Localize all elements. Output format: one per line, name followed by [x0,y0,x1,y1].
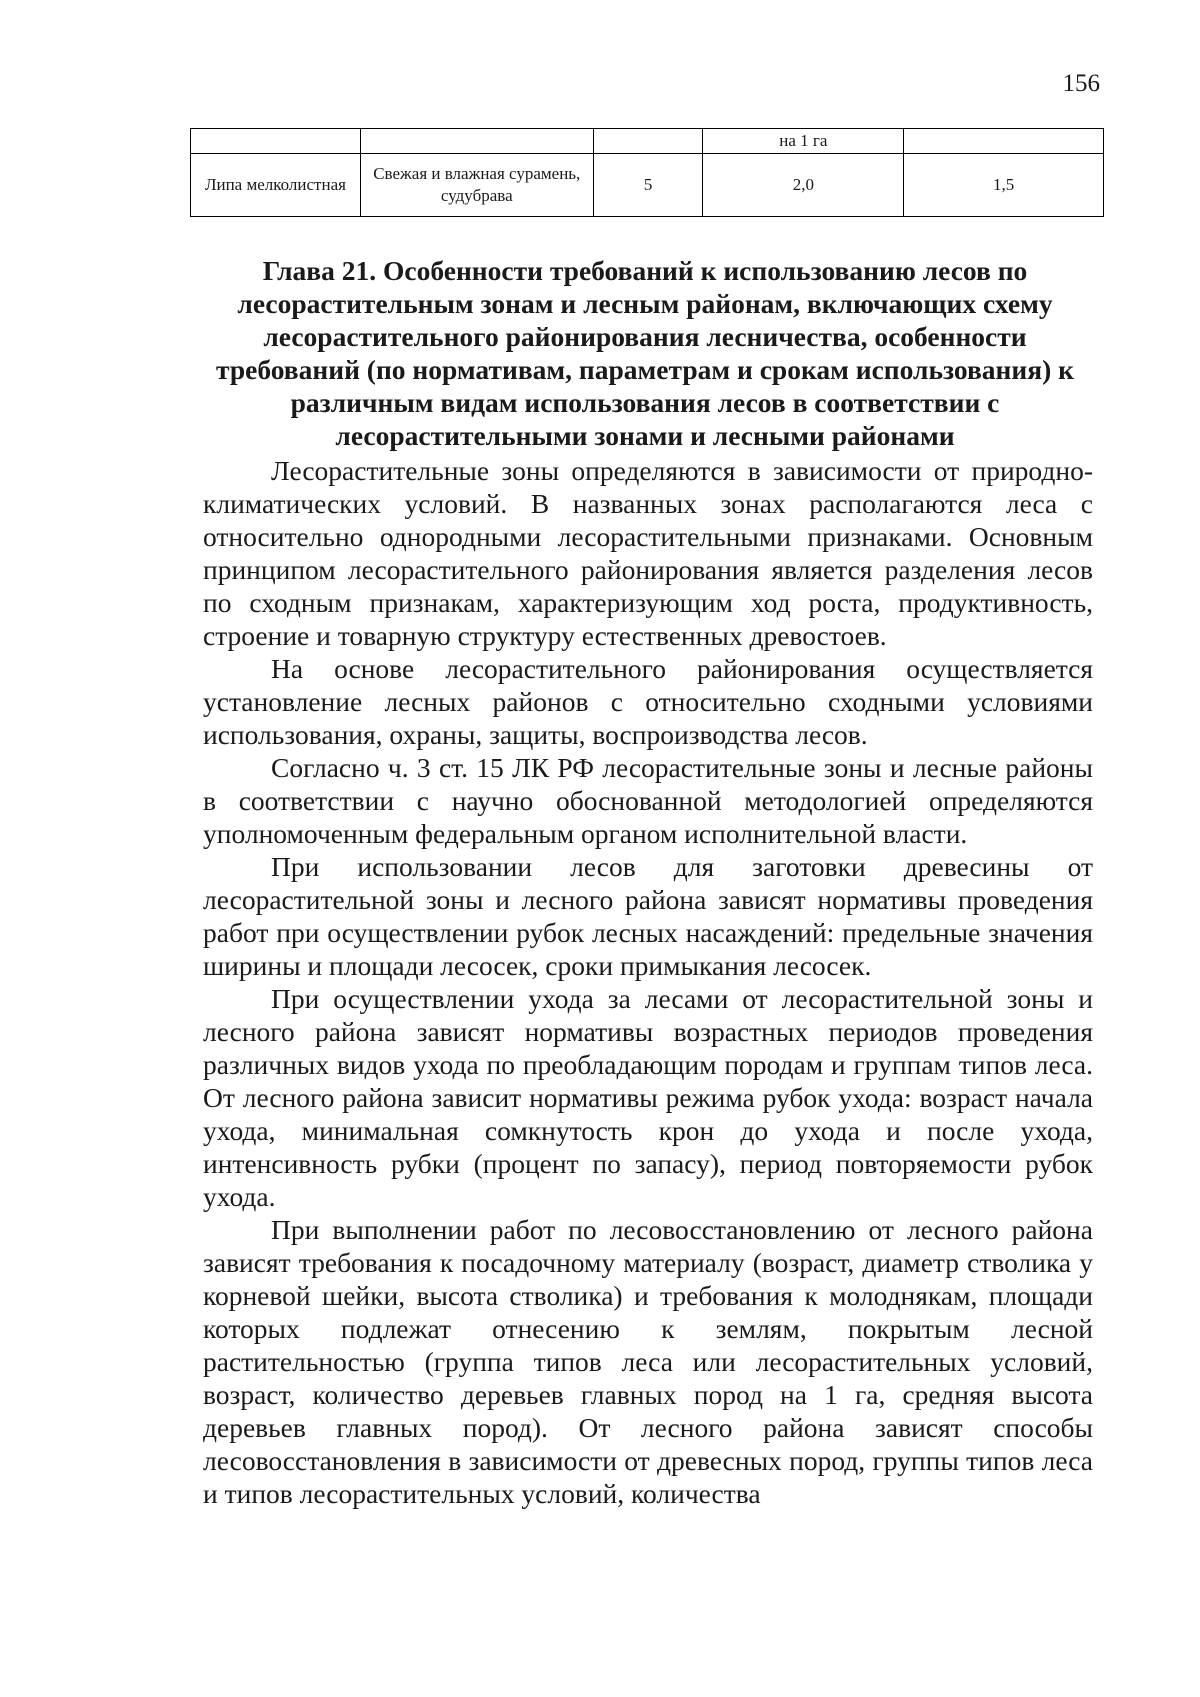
chapter-title: Глава 21. Особенности требований к использованию лесов по лесорастительным зонам и лесным районам, включающих схему лесорастительного районирования лесничества, особенности требований (по нормативам, параметрам и срокам использования) к различным видам использования лесов в соответствии с лесорастительными зонами и лесными районами [215,255,1074,451]
paragraph: При выполнении работ по лесовосстановлению от лесного района зависят требования к посадочному материалу (возраст, диаметр стволика у корневой шейки, высота стволика) и требования к молоднякам, площади которых подлежат отнесению к землям, покрытым лесной растительностью (группа типов леса или лесорастительных условий, возраст, количество деревьев главных пород на 1 га, средняя высота деревьев главных пород). От лесного района зависят способы лесовосстановления в зависимости от древесных пород, группы типов леса и типов лесорастительных условий, количества [203,1214,1093,1509]
body-text [203,454,1093,1510]
table-cell: 5 [593,154,703,217]
table-row [191,154,1104,217]
paragraph: При осуществлении ухода за лесами от лесорастительной зоны и лесного района зависят нормативы возрастных периодов проведения различных видов ухода по преобладающим породам и группам типов леса. От лесного района зависит нормативы режима рубок ухода: возраст начала ухода, минимальная сомкнутость крон до ухода и после ухода, интенсивность рубки (процент по запасу), период повторяемости рубок ухода. [203,983,1093,1212]
table-cell [904,129,1104,154]
paragraph: При использовании лесов для заготовки древесины от лесорастительной зоны и лесного района зависят нормативы проведения работ при осуществлении рубок лесных насаждений: предельные значения ширины и площади лесосек, сроки примыкания лесосек. [203,851,1093,981]
table-cell: 1,5 [904,154,1104,217]
table-cell: 2,0 [703,154,904,217]
paragraph: Лесорастительные зоны определяются в зависимости от природно-климатических условий. В названных зонах располагаются леса с относительно однородными лесорастительными признаками. Основным принципом лесорастительного районирования является разделения лесов по сходным признакам, характеризующим ход роста, продуктивность, строение и товарную структуру естественных древостоев. [203,455,1093,651]
table-cell [191,129,361,154]
table-cell [593,129,703,154]
table-cell-conditions: Свежая и влажная сурамень, судубрава [360,154,593,217]
table-row [191,129,1104,154]
table-cell-species: Липа мелколистная [191,154,361,217]
table-cell [360,129,593,154]
paragraph: На основе лесорастительного районирования осуществляется установление лесных районов с относительно сходными условиями использования, охраны, защиты, воспроизводства лесов. [203,653,1093,750]
continued-table [190,128,1104,217]
table-cell: на 1 га [703,129,904,154]
page-number: 156 [1062,70,1100,97]
paragraph: Согласно ч. 3 ст. 15 ЛК РФ лесорастительные зоны и лесные районы в соответствии с научно обоснованной методологией определяются уполномоченным федеральным органом исполнительной власти. [203,752,1093,849]
